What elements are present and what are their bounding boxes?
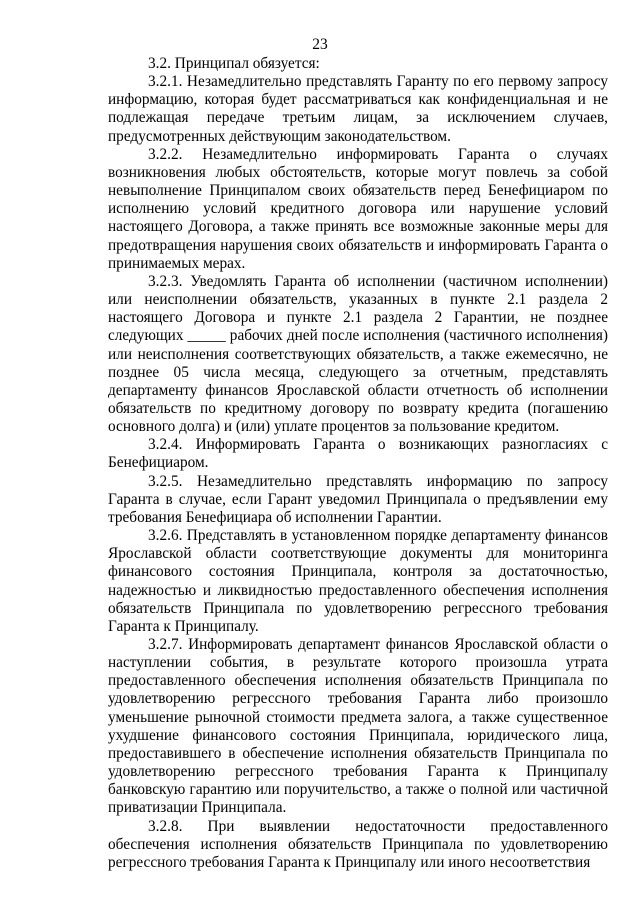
page-number: 23 [312, 36, 328, 53]
clause-3-2-7: 3.2.7. Информировать департамент финансов Ярославской области о наступлении события, в результате которого произошла утрата предоставленного обеспечения исполнения обязательств Принципала по удовлетворению регрессного требования Гаранта либо произошло уменьшение рыночной стоимости предмета залога, а также существенное ухудшение финансового состояния Принципала, юридического лица, предоставившего в обеспечение исполнения обязательств Принципала по удовлетворению регрессного требования Гаранта к Принципалу банковскую гарантию или поручительство, а также о полной или частичной приватизации Принципала. [108, 636, 608, 817]
clause-3-2-2: 3.2.2. Незамедлительно информировать Гаранта о случаях возникновения любых обстоятельств, которые могут повлечь за собой невыполнение Принципалом своих обязательств перед Бенефициаром по исполнению условий кредитного договора или нарушение условий настоящего Договора, а также принять все возможные законные меры для предотвращения нарушения своих обязательств и информировать Гаранта о принимаемых мерах. [108, 145, 608, 272]
clause-3-2-4: 3.2.4. Информировать Гаранта о возникающих разногласиях с Бенефициаром. [108, 436, 608, 472]
clause-3-2-3: 3.2.3. Уведомлять Гаранта об исполнении (частичном исполнении) или неисполнении обязательств, указанных в пункте 2.1 раздела 2 настоящего Договора и пункте 2.1 раздела 2 Гарантии, не позднее следующих _____ рабочих дней после исполнения (частичного исполнения) или неисполнения соответствующих обязательств, а также ежемесячно, не позднее 05 числа месяца, следующего за отчетным, представлять департаменту финансов Ярославской области отчетность об исполнении обязательств по кредитному договору по возврату кредита (погашению основного долга) и (или) уплате процентов за пользование кредитом. [108, 272, 608, 436]
clause-3-2-8: 3.2.8. При выявлении недостаточности предоставленного обеспечения исполнения обязательств Принципала по удовлетворению регрессного требования Гаранта к Принципалу или иного несоответствия [108, 817, 608, 871]
clause-3-2-1: 3.2.1. Незамедлительно представлять Гаранту по его первому запросу информацию, которая будет рассматриваться как конфиденциальная и не подлежащая передаче третьим лицам, за исключением случаев, предусмотренных действующим законодательством. [108, 73, 608, 145]
clause-3-2-6: 3.2.6. Представлять в установленном порядке департаменту финансов Ярославской области соответствующие документы для мониторинга финансового состояния Принципала, контроля за достаточностью, надежностью и ликвидностью предоставленного обеспечения исполнения обязательств Принципала по удовлетворению регрессного требования Гаранта к Принципалу. [108, 527, 608, 635]
document-body [108, 55, 608, 872]
section-heading-3-2: 3.2. Принципал обязуется: [148, 55, 320, 72]
clause-3-2-5: 3.2.5. Незамедлительно представлять информацию по запросу Гаранта в случае, если Гарант уведомил Принципала о предъявлении ему требования Бенефициара об исполнении Гарантии. [108, 472, 608, 526]
